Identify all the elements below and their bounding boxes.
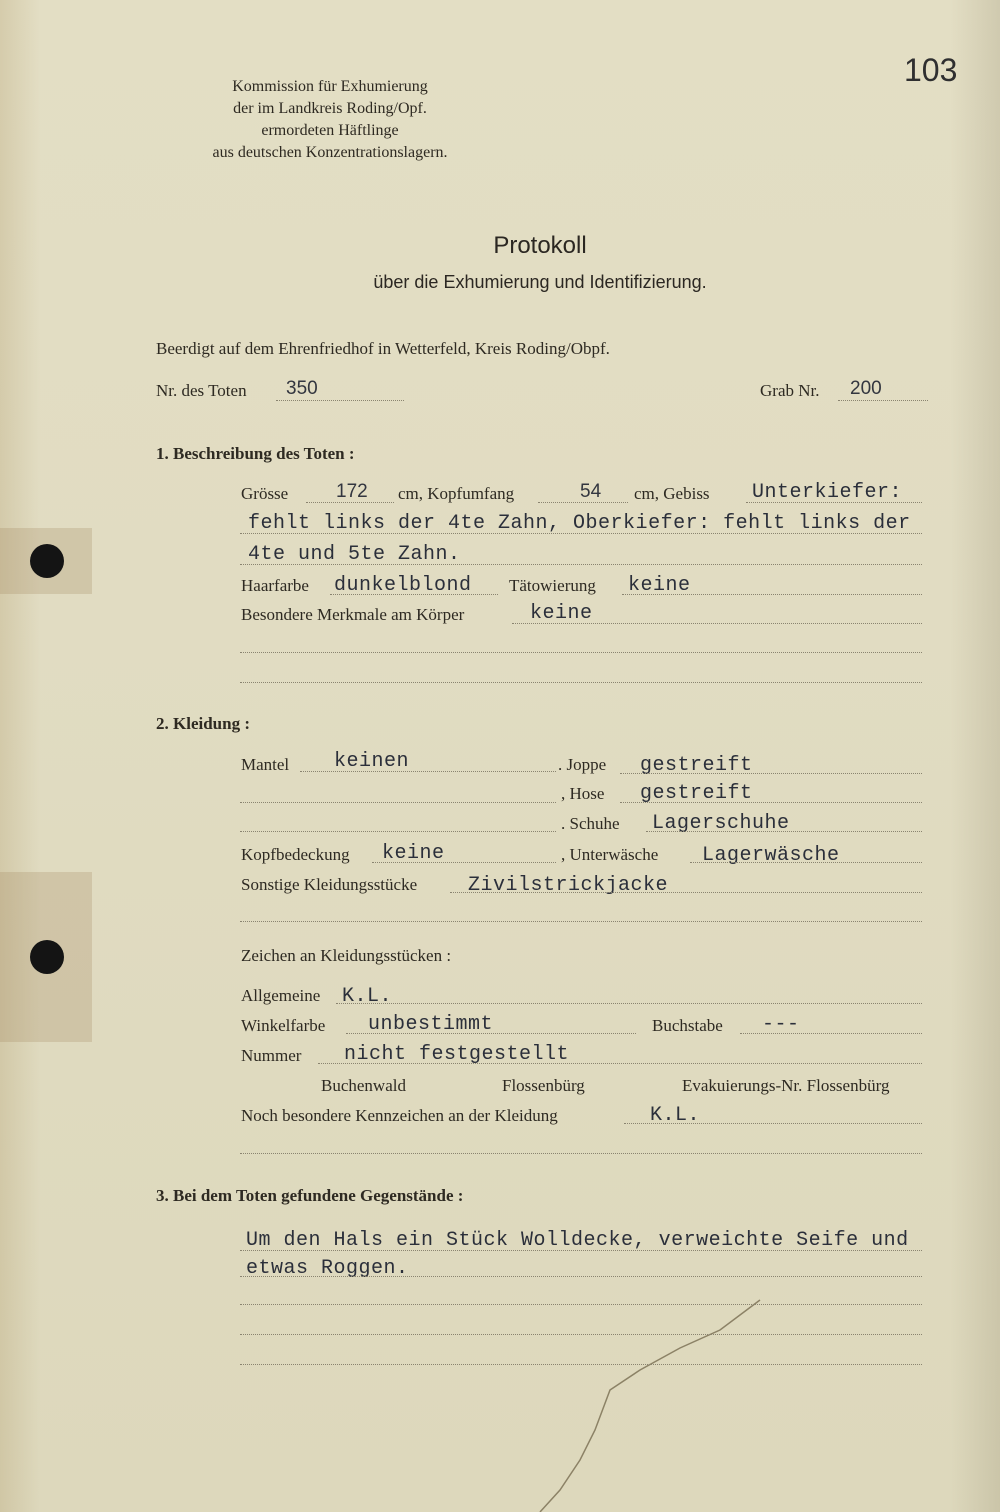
other-clothing-value: Zivilstrickjacke [468,874,669,897]
special-signs-label: Noch besondere Kennzeichen an der Kleidung [241,1106,558,1125]
other-clothing-label: Sonstige Kleidungsstücke [241,875,418,894]
dots [240,533,922,534]
dots [240,682,922,683]
teeth-value-line-1: Unterkiefer: [752,481,903,504]
general-marks-value: K.L. [342,985,393,1008]
underwear-value: Lagerwäsche [702,844,840,867]
dots [450,892,922,893]
dots [276,400,404,401]
dots [620,802,922,803]
dots [240,1334,922,1335]
dots [620,773,922,774]
letter-label: Buchstabe [652,1016,723,1035]
document-title: Protokoll [493,232,587,259]
dots [240,564,922,565]
dots [646,831,922,832]
shoes-value: Lagerschuhe [652,812,790,835]
commission-header [150,76,510,164]
dots [240,802,556,803]
teeth-value-line-2: fehlt links der 4te Zahn, Oberkiefer: fehlt links der [248,512,911,535]
special-marks-value: keine [530,602,593,625]
headwear-value: keine [382,842,445,865]
clothing-marks-heading: Zeichen an Kleidungsstücken : [241,946,452,965]
dots [240,831,556,832]
dots [336,1003,922,1004]
grave-value: 200 [850,378,882,399]
trousers-value: gestreift [640,782,753,805]
shoes-label: . Schuhe [561,814,620,833]
coat-label: Mantel [241,755,290,774]
camp-flossenbuerg: Flossenbürg [502,1076,585,1095]
binder-hole-upper [30,544,64,578]
underwear-label: , Unterwäsche [561,845,659,864]
angle-color-label: Winkelfarbe [241,1016,326,1035]
dots [746,502,922,503]
dots [240,1250,922,1251]
dots [690,862,922,863]
dots [372,862,556,863]
dead-number-label: Nr. des Toten [156,381,247,400]
dots [240,652,922,653]
evacuation-number: Evakuierungs-Nr. Flossenbürg [682,1076,890,1095]
dots [240,921,922,922]
dots [240,1304,922,1305]
height-label: Grösse [241,484,289,503]
teeth-label: cm, Gebiss [634,484,710,503]
teeth-value-line-3: 4te und 5te Zahn. [248,543,461,566]
dots [622,594,922,595]
dots [306,502,394,503]
number-label: Nummer [241,1046,302,1065]
special-marks-label: Besondere Merkmale am Körper [241,605,465,624]
dots [740,1033,922,1034]
dots [346,1033,636,1034]
dots [318,1063,922,1064]
hair-color-label: Haarfarbe [241,576,309,595]
section-1-heading: 1. Beschreibung des Toten : [156,444,355,463]
dots [330,594,498,595]
dots [300,771,556,772]
header-line-4: aus deutschen Konzentrationslagern. [212,144,448,161]
dots [538,502,628,503]
special-signs-value: K.L. [650,1104,701,1127]
general-marks-label: Allgemeine [241,986,321,1005]
header-line-2: der im Landkreis Roding/Opf. [233,100,427,117]
section-3-heading: 3. Bei dem Toten gefundene Gegenstände : [156,1186,464,1205]
tattoo-value: keine [628,574,691,597]
coat-value: keinen [334,750,410,773]
letter-value: --- [762,1013,800,1036]
hair-color-value: dunkelblond [334,574,472,597]
grave-label: Grab Nr. [760,381,820,400]
dots [240,1276,922,1277]
jacket-label: . Joppe [558,755,607,774]
dots [240,1153,922,1154]
header-line-1: Kommission für Exhumierung [232,78,428,95]
section-2-heading: 2. Kleidung : [156,714,250,733]
burial-location: Beerdigt auf dem Ehrenfriedhof in Wetterfeld, Kreis Roding/Obpf. [156,339,610,358]
dots [240,1364,922,1365]
dots [838,400,928,401]
paper-tear [500,1290,800,1512]
head-circumference-value: 54 [580,481,602,502]
trousers-label: , Hose [561,784,605,803]
tattoo-label: Tätowierung [509,576,596,595]
dots [624,1123,922,1124]
binder-hole-lower [30,940,64,974]
dead-number-value: 350 [286,378,318,399]
height-value: 172 [336,481,368,502]
found-items-line-2: etwas Roggen. [246,1257,409,1280]
header-line-3: ermordeten Häftlinge [261,122,399,139]
head-circumference-label: cm, Kopfumfang [398,484,515,503]
camp-buchenwald: Buchenwald [321,1076,406,1095]
jacket-value: gestreift [640,754,753,777]
document-subtitle: über die Exhumierung und Identifizierung. [373,272,707,292]
found-items-line-1: Um den Hals ein Stück Wolldecke, verweichte Seife und [246,1229,909,1252]
dots [512,623,922,624]
page-number: 103 [904,52,958,88]
headwear-label: Kopfbedeckung [241,845,350,864]
number-value: nicht festgestellt [344,1043,570,1066]
angle-color-value: unbestimmt [368,1013,494,1036]
